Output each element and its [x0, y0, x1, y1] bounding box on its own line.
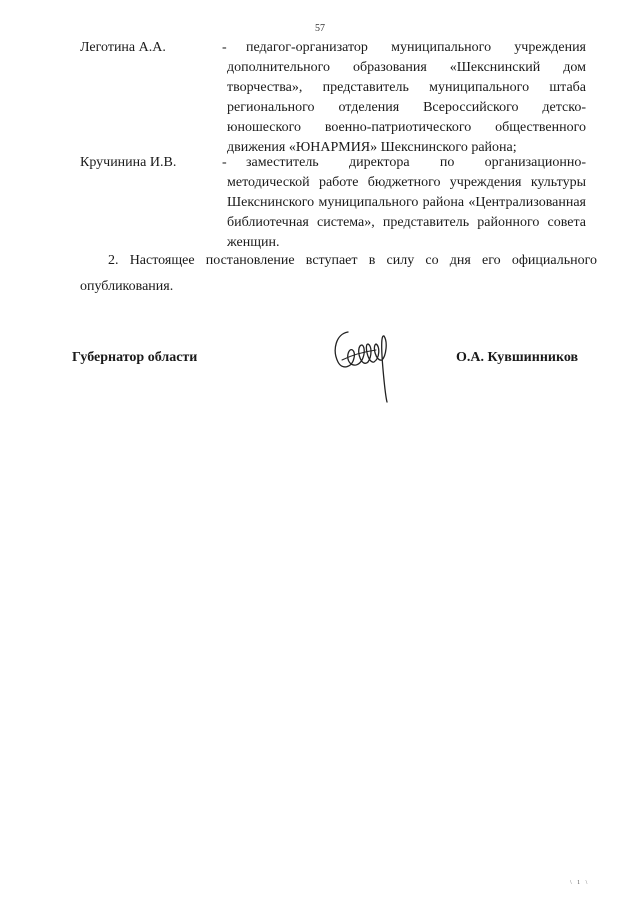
member-name: Кручинина И.В. — [80, 155, 177, 170]
corner-mark: \ 1 \ — [570, 880, 590, 886]
member-name: Леготина А.А. — [80, 40, 166, 55]
signatory-name: О.А. Кувшинников — [456, 350, 579, 365]
member-dash: - — [222, 155, 227, 170]
clause-paragraph: 2. Настоящее постановление вступает в силу со дня его официального опубликования. — [80, 253, 597, 294]
member-dash: - — [222, 40, 227, 55]
signature-image — [326, 320, 406, 405]
member-description: заместитель директора по организационно-методической работе бюджетного учреждения культуры Шекснинского муниципального района «Централизованная библиотечная система», представитель районного совета женщин. — [227, 155, 586, 250]
signatory-title: Губернатор области — [72, 350, 198, 365]
member-description: педагог-организатор муниципального учреждения дополнительного образования «Шекснинский дом творчества», представитель муниципального штаба регионального отделения Всероссийского детско-юношеского военно-патриотического общественного движения «ЮНАРМИЯ» Шекснинского района; — [227, 40, 586, 155]
member-entry — [0, 38, 640, 153]
page-number: 57 — [315, 23, 325, 34]
member-entry — [0, 153, 640, 248]
